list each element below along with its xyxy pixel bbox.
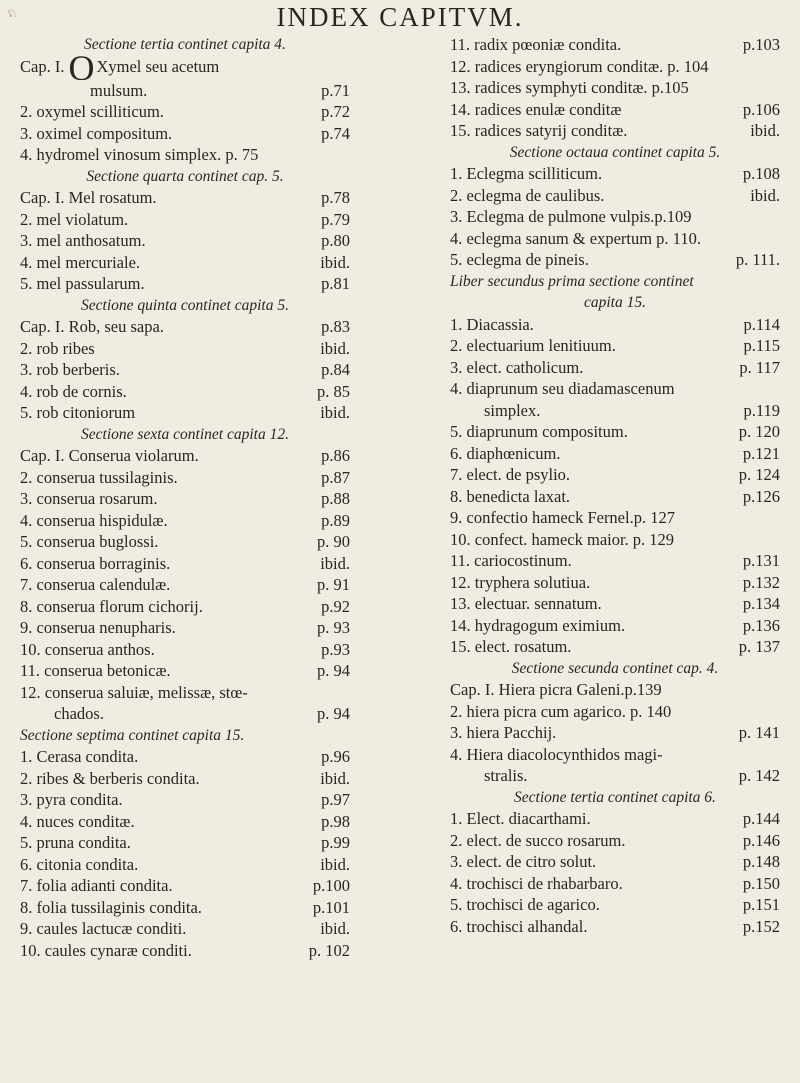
index-entry [20, 531, 350, 553]
entry-label: 4. trochisci de rhabarbaro. [450, 873, 623, 893]
entry-label: 2. conserua tussilaginis. [20, 467, 178, 487]
entry-label: 5. diaprunum compositum. [450, 422, 628, 441]
page-ref: p.132 [742, 572, 780, 592]
entry-label: 5. trochisci de agarico. [450, 895, 600, 914]
entry-label: Cap. I. Hiera picra Galeni.p.139 [450, 680, 662, 699]
index-entry [20, 510, 350, 532]
entry-label: 4. conserua hispidulæ. [20, 510, 168, 530]
index-entry [20, 402, 350, 424]
entry-label: Cap. I. [20, 56, 65, 76]
entry-label: 3. mel anthosatum. [20, 231, 146, 250]
decorated-initial: O [68, 55, 95, 80]
index-entry [450, 206, 780, 228]
page-ref: ibid. [320, 252, 350, 272]
index-entry [20, 187, 350, 209]
index-entry [20, 273, 350, 295]
index-entry [20, 682, 350, 704]
index-entry [20, 596, 350, 618]
book-subheading: capita 15. [584, 294, 646, 311]
entry-label: 4. mel mercuriale. [20, 252, 141, 272]
entry-label: 11. conserua betonicæ. [20, 661, 171, 680]
page-ref: ibid. [320, 403, 350, 422]
entry-label: 4. eclegma sanum & expertum p. 110. [450, 228, 701, 248]
index-entry [20, 123, 350, 145]
index-entry [450, 357, 780, 379]
index-entry [20, 445, 350, 467]
page-ref: p. 94 [317, 661, 350, 680]
index-entry [450, 228, 780, 250]
index-entry [20, 832, 350, 854]
page-ref: p. 91 [317, 575, 350, 594]
page-ref: p.100 [312, 876, 350, 895]
index-entry [450, 443, 780, 465]
index-entry [20, 918, 350, 940]
page-ref: p.101 [312, 897, 350, 917]
entry-label: 9. caules lactucæ conditi. [20, 919, 187, 938]
page-ref: p.92 [321, 596, 350, 616]
entry-label: Cap. I. Mel rosatum. [20, 188, 157, 207]
left-column [20, 34, 350, 961]
index-entry [450, 830, 780, 852]
index-entry [20, 854, 350, 876]
entry-label: 1. Diacassia. [450, 314, 534, 334]
entry-label: chados. [54, 704, 104, 723]
entry-label: 4. nuces conditæ. [20, 811, 135, 831]
page-ref: p.150 [742, 873, 780, 893]
page-ref: p. 111. [735, 250, 780, 269]
page-ref: p.78 [321, 188, 350, 207]
page-ref: p.87 [321, 467, 350, 487]
page-ref: ibid. [750, 121, 780, 140]
index-entry [20, 359, 350, 381]
index-entry [450, 765, 780, 787]
page-ref: ibid. [750, 185, 780, 205]
index-entry [20, 80, 350, 102]
entry-label: 6. trochisci alhandal. [450, 916, 588, 936]
index-entry [20, 746, 350, 768]
entry-label: 13. radices symphyti conditæ. p.105 [450, 78, 689, 97]
index-entry [450, 615, 780, 637]
entry-label: 5. conserua buglossi. [20, 532, 159, 551]
index-entry [20, 703, 350, 725]
entry-label: 7. elect. de psylio. [450, 465, 571, 484]
page-ref: ibid. [320, 338, 350, 358]
page-ref: p.97 [321, 790, 350, 809]
entry-label: 4. diaprunum seu diadamascenum [450, 379, 675, 398]
entry-label: 14. hydragogum eximium. [450, 615, 626, 635]
page-ref: p. 117 [739, 357, 780, 377]
index-entry [20, 101, 350, 123]
page-ref: ibid. [320, 854, 350, 874]
page-ref: ibid. [320, 919, 350, 938]
entry-label: simplex. [484, 400, 541, 420]
page-ref: p.114 [743, 314, 780, 334]
entry-label: 5. rob citoniorum [20, 403, 136, 422]
page-ref: p.84 [321, 360, 350, 379]
entry-label: 3. elect. de citro solut. [450, 852, 597, 871]
index-entry [450, 894, 780, 916]
index-entry [450, 808, 780, 830]
entry-label: 3. elect. catholicum. [450, 357, 584, 377]
index-entry [20, 660, 350, 682]
entry-label: 1. Cerasa condita. [20, 747, 139, 766]
index-entry [450, 679, 780, 701]
entry-label: 11. cariocostinum. [450, 551, 572, 570]
index-entry [450, 378, 780, 400]
page-ref: p.81 [321, 274, 350, 293]
entry-label: 2. elect. de succo rosarum. [450, 830, 626, 850]
section-heading: Sectione sexta continet capita 12. [81, 425, 289, 443]
entry-label: 11. radix pœoniæ condita. [450, 35, 622, 54]
index-entry [450, 249, 780, 271]
index-entry [450, 507, 780, 529]
entry-label: 1. Elect. diacarthami. [450, 809, 591, 828]
page-ref: p.148 [742, 852, 780, 871]
page-ref: p.108 [742, 164, 780, 183]
index-entry [450, 550, 780, 572]
entry-label: 3. rob berberis. [20, 360, 120, 379]
entry-label: 8. conserua florum cichorij. [20, 596, 203, 616]
entry-label: 3. hiera Pacchij. [450, 723, 557, 742]
page-ref: p. 141 [738, 723, 780, 742]
entry-label: 8. folia tussilaginis condita. [20, 897, 202, 917]
page-ref: p.106 [742, 99, 780, 119]
section-heading: Sectione quarta continet cap. 5. [86, 167, 284, 185]
entry-label: 2. electuarium lenitiuum. [450, 336, 616, 355]
page-ref: p.93 [321, 639, 350, 659]
index-entry [450, 486, 780, 508]
entry-label: 6. diaphœnicum. [450, 443, 561, 463]
section-heading: Sectione septima continet capita 15. [20, 726, 245, 744]
entry-label: 5. mel passularum. [20, 274, 145, 293]
index-entry [450, 701, 780, 723]
section-heading: Sectione quinta continet capita 5. [81, 296, 289, 314]
page-ref: p. 85 [317, 381, 350, 401]
entry-label: 9. conserua nenupharis. [20, 618, 176, 637]
page-ref: ibid. [320, 553, 350, 573]
page-ref: p. 102 [308, 940, 350, 960]
page-ref: p.151 [742, 895, 780, 914]
page-ref: ibid. [320, 768, 350, 788]
index-entry [20, 488, 350, 510]
index-entry [450, 400, 780, 422]
entry-label: 2. oxymel scilliticum. [20, 102, 164, 121]
page-ref: p. 137 [738, 637, 780, 656]
page-ref: p.146 [742, 830, 780, 850]
index-entry [20, 875, 350, 897]
page-ref: p.79 [321, 209, 350, 229]
page-ref: p.119 [743, 400, 780, 420]
section-heading: Sectione secunda continet cap. 4. [511, 659, 719, 677]
page-ref: p.98 [321, 811, 350, 831]
index-entry [20, 467, 350, 489]
page-ref: p.152 [742, 916, 780, 936]
page-ref: p.134 [742, 594, 780, 613]
section-heading: Sectione octaua continet capita 5. [509, 143, 721, 161]
entry-label: 9. confectio hameck Fernel.p. 127 [450, 508, 675, 527]
entry-label: 5. eclegma de pineis. [450, 250, 589, 269]
entry-label: 10. caules cynaræ conditi. [20, 940, 192, 960]
page-ref: p.115 [743, 336, 780, 355]
entry-label: 3. Eclegma de pulmone vulpis.p.109 [450, 207, 692, 226]
entry-label: mulsum. [90, 80, 148, 100]
page-ref: p.71 [321, 80, 350, 100]
page-ref: p.103 [742, 35, 780, 54]
entry-label: Xymel seu acetum [96, 56, 220, 76]
page-ref: p.88 [321, 489, 350, 508]
entry-label: 2. eclegma de caulibus. [450, 185, 605, 205]
index-entry [450, 873, 780, 895]
index-entry [450, 99, 780, 121]
entry-label: 8. benedicta laxat. [450, 486, 571, 506]
entry-label: 3. oximel compositum. [20, 123, 173, 143]
entry-label: 6. citonia condita. [20, 854, 139, 874]
index-entry [450, 34, 780, 56]
page-ref: p. 124 [738, 465, 780, 484]
entry-label: 12. tryphera solutiua. [450, 572, 591, 592]
book-heading: Liber secundus prima sectione continet [450, 272, 694, 290]
index-entry [450, 529, 780, 551]
index-entry [20, 639, 350, 661]
entry-label: Cap. I. Rob, seu sapa. [20, 317, 164, 336]
page-ref: p. 93 [317, 618, 350, 637]
page-ref: p.96 [321, 747, 350, 766]
index-entry [450, 572, 780, 594]
index-entry [20, 316, 350, 338]
index-entry [450, 744, 780, 766]
index-entry [20, 252, 350, 274]
entry-label: 10. conserua anthos. [20, 639, 155, 659]
index-entry [20, 897, 350, 919]
index-entry [20, 574, 350, 596]
entry-label: 2. rob ribes [20, 338, 95, 358]
index-entry [20, 811, 350, 833]
index-entry [450, 722, 780, 744]
entry-label: 3. conserua rosarum. [20, 489, 158, 508]
index-entry [450, 314, 780, 336]
page-ref: p.126 [742, 486, 780, 506]
index-entry [20, 768, 350, 790]
index-entry [450, 335, 780, 357]
index-entry [450, 185, 780, 207]
entry-label: 2. hiera picra cum agarico. p. 140 [450, 701, 672, 721]
entry-label: 15. elect. rosatum. [450, 637, 572, 656]
entry-label: 4. Hiera diacolocynthidos magi- [450, 744, 663, 764]
page-ref: p.136 [742, 615, 780, 635]
section-heading: Sectione tertia continet capita 6. [514, 788, 716, 806]
index-entry [450, 120, 780, 142]
index-entry [450, 56, 780, 78]
entry-label: Cap. I. Conserua violarum. [20, 446, 199, 465]
entry-label: 14. radices enulæ conditæ [450, 99, 622, 119]
index-entry [20, 617, 350, 639]
index-entry [450, 916, 780, 938]
page-title: INDEX CAPITVM. [276, 2, 524, 32]
entry-label: 4. hydromel vinosum simplex. p. 75 [20, 145, 259, 164]
page-ref: p.89 [321, 510, 350, 530]
index-entry [450, 163, 780, 185]
entry-label: 7. folia adianti condita. [20, 876, 173, 895]
entry-label: 15. radices satyrij conditæ. [450, 121, 628, 140]
entry-label: 4. rob de cornis. [20, 381, 127, 401]
entry-label: 12. conserua saluiæ, melissæ, stœ- [20, 682, 248, 702]
page-ref: p.121 [742, 443, 780, 463]
index-entry [450, 77, 780, 99]
page-ref: p.86 [321, 446, 350, 465]
index-entry [450, 851, 780, 873]
index-entry [20, 553, 350, 575]
page-ref: p.74 [321, 123, 350, 143]
page-ref: p.99 [321, 833, 350, 852]
entry-label: 7. conserua calendulæ. [20, 575, 171, 594]
entry-label: 1. Eclegma scilliticum. [450, 164, 603, 183]
page-ref: p. 142 [738, 766, 780, 785]
entry-label: 10. confect. hameck maior. p. 129 [450, 529, 675, 549]
index-entry [450, 464, 780, 486]
entry-label: stralis. [484, 766, 528, 785]
page-ref: p.131 [742, 551, 780, 570]
page-ref: p. 90 [317, 532, 350, 551]
entry-label: 12. radices eryngiorum conditæ. p. 104 [450, 56, 709, 76]
index-entry [20, 789, 350, 811]
page-ref: p.83 [321, 317, 350, 336]
page-ref: p.80 [321, 231, 350, 250]
page-ref: p. 94 [317, 704, 350, 723]
index-entry [450, 421, 780, 443]
ink-stain-mark: ʢ\ [8, 8, 16, 20]
index-entry [20, 144, 350, 166]
page-ref: p. 120 [738, 422, 780, 441]
page-ref: p.144 [742, 809, 780, 828]
index-entry [450, 636, 780, 658]
index-entry [20, 56, 350, 80]
index-entry [20, 230, 350, 252]
entry-label: 6. conserua borraginis. [20, 553, 171, 573]
entry-label: 2. ribes & berberis condita. [20, 768, 200, 788]
section-heading: Sectione tertia continet capita 4. [84, 36, 286, 53]
index-entry [20, 381, 350, 403]
entry-label: 3. pyra condita. [20, 790, 123, 809]
index-entry [20, 940, 350, 962]
entry-label: 5. pruna condita. [20, 833, 131, 852]
entry-label: 2. mel violatum. [20, 209, 129, 229]
index-entry [20, 209, 350, 231]
page-ref: p.72 [321, 102, 350, 121]
index-entry [450, 593, 780, 615]
right-column [450, 34, 780, 937]
index-entry [20, 338, 350, 360]
entry-label: 13. electuar. sennatum. [450, 594, 602, 613]
